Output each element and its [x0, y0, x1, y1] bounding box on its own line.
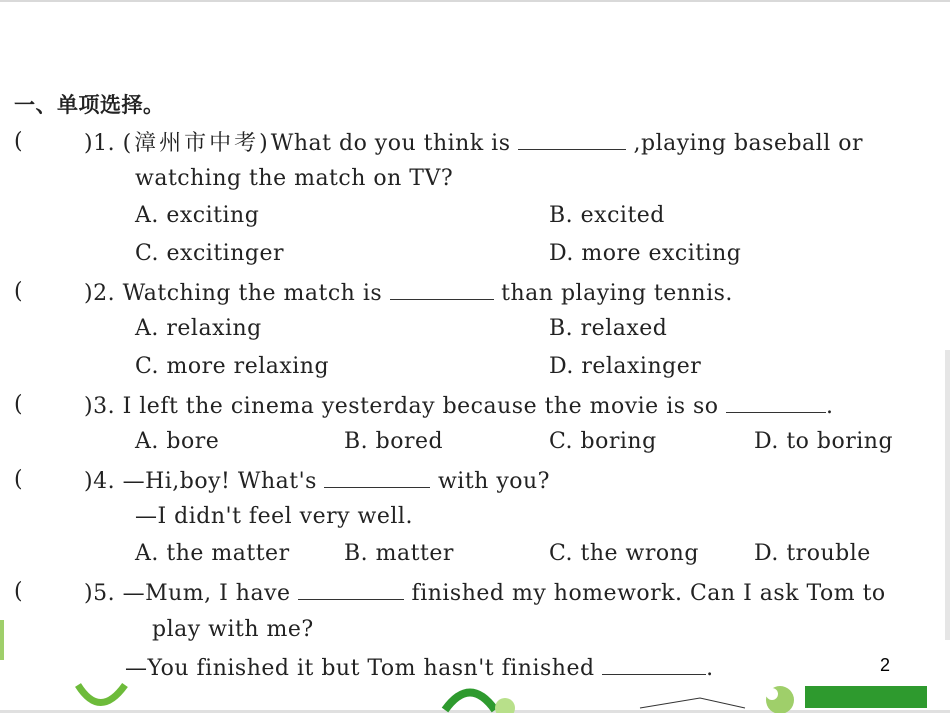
question-stem-end: finished my homework. Can I ask Tom to [411, 581, 886, 606]
top-border [0, 0, 950, 2]
question-stem: What do you think is [270, 131, 511, 156]
question-stem: Watching the match is [122, 281, 383, 306]
answer-paren-3[interactable]: ( [14, 392, 24, 417]
question-stem-end: . [706, 656, 714, 681]
green-dot [495, 698, 515, 713]
answer-blank[interactable] [518, 129, 626, 150]
question-stem-end: ,playing baseball or [633, 131, 863, 156]
question-source: (漳州市中考) [122, 131, 271, 156]
option-c[interactable]: C. excitinger [135, 241, 284, 266]
green-arc-middle [445, 693, 495, 711]
answer-paren-2[interactable]: ( [14, 279, 24, 304]
option-b[interactable]: B. excited [549, 203, 665, 228]
option-d[interactable]: D. relaxinger [549, 354, 702, 379]
question-1 [84, 129, 863, 157]
option-d[interactable]: D. trouble [754, 541, 871, 566]
answer-blank[interactable] [726, 392, 826, 413]
right-edge-bar [945, 350, 950, 640]
option-c[interactable]: C. boring [549, 429, 657, 454]
option-a[interactable]: A. the matter [135, 541, 290, 566]
option-c[interactable]: C. more relaxing [135, 354, 330, 379]
option-b[interactable]: B. matter [344, 541, 454, 566]
question-4 [84, 467, 550, 495]
green-arc-left [78, 685, 125, 703]
question-2 [84, 279, 733, 307]
option-a[interactable]: A. bore [135, 429, 220, 454]
question-stem-end: than playing tennis. [501, 281, 733, 306]
left-edge-bar [0, 620, 4, 660]
question-stem: —Mum, I have [122, 581, 291, 606]
page-number: 2 [880, 655, 891, 675]
question-5-line3 [125, 654, 714, 682]
decor-line [640, 698, 745, 708]
option-b[interactable]: B. relaxed [549, 316, 668, 341]
question-1-line2: watching the match on TV? [135, 166, 454, 191]
answer-paren-4[interactable]: ( [14, 467, 24, 492]
question-number: )2. [84, 281, 116, 306]
answer-blank[interactable] [390, 279, 494, 300]
question-stem: —Hi,boy! What's [122, 469, 317, 494]
answer-blank[interactable] [324, 467, 430, 488]
answer-paren-1[interactable]: ( [14, 129, 24, 154]
white-dot [766, 688, 778, 700]
question-stem-end: with you? [437, 469, 550, 494]
section-title: 一、单项选择。 [14, 93, 165, 117]
answer-blank[interactable] [298, 579, 404, 600]
option-c[interactable]: C. the wrong [549, 541, 699, 566]
decorative-footer [0, 680, 950, 713]
question-stem-end: . [826, 394, 834, 419]
question-5-line2: play with me? [152, 617, 314, 642]
option-b[interactable]: B. bored [344, 429, 444, 454]
question-5 [84, 579, 886, 607]
question-stem: I left the cinema yesterday because the movie is so [122, 394, 719, 419]
option-a[interactable]: A. exciting [135, 203, 260, 228]
option-d[interactable]: D. to boring [754, 429, 894, 454]
option-a[interactable]: A. relaxing [135, 316, 262, 341]
question-stem: —You finished it but Tom hasn't finished [125, 656, 595, 681]
green-block [805, 686, 927, 708]
question-number: )1. [84, 131, 116, 156]
answer-blank[interactable] [602, 654, 706, 675]
question-4-line2: —I didn't feel very well. [135, 504, 413, 529]
question-number: )4. [84, 469, 116, 494]
answer-paren-5[interactable]: ( [14, 579, 24, 604]
question-number: )5. [84, 581, 116, 606]
question-number: )3. [84, 394, 116, 419]
option-d[interactable]: D. more exciting [549, 241, 742, 266]
question-3 [84, 392, 834, 420]
